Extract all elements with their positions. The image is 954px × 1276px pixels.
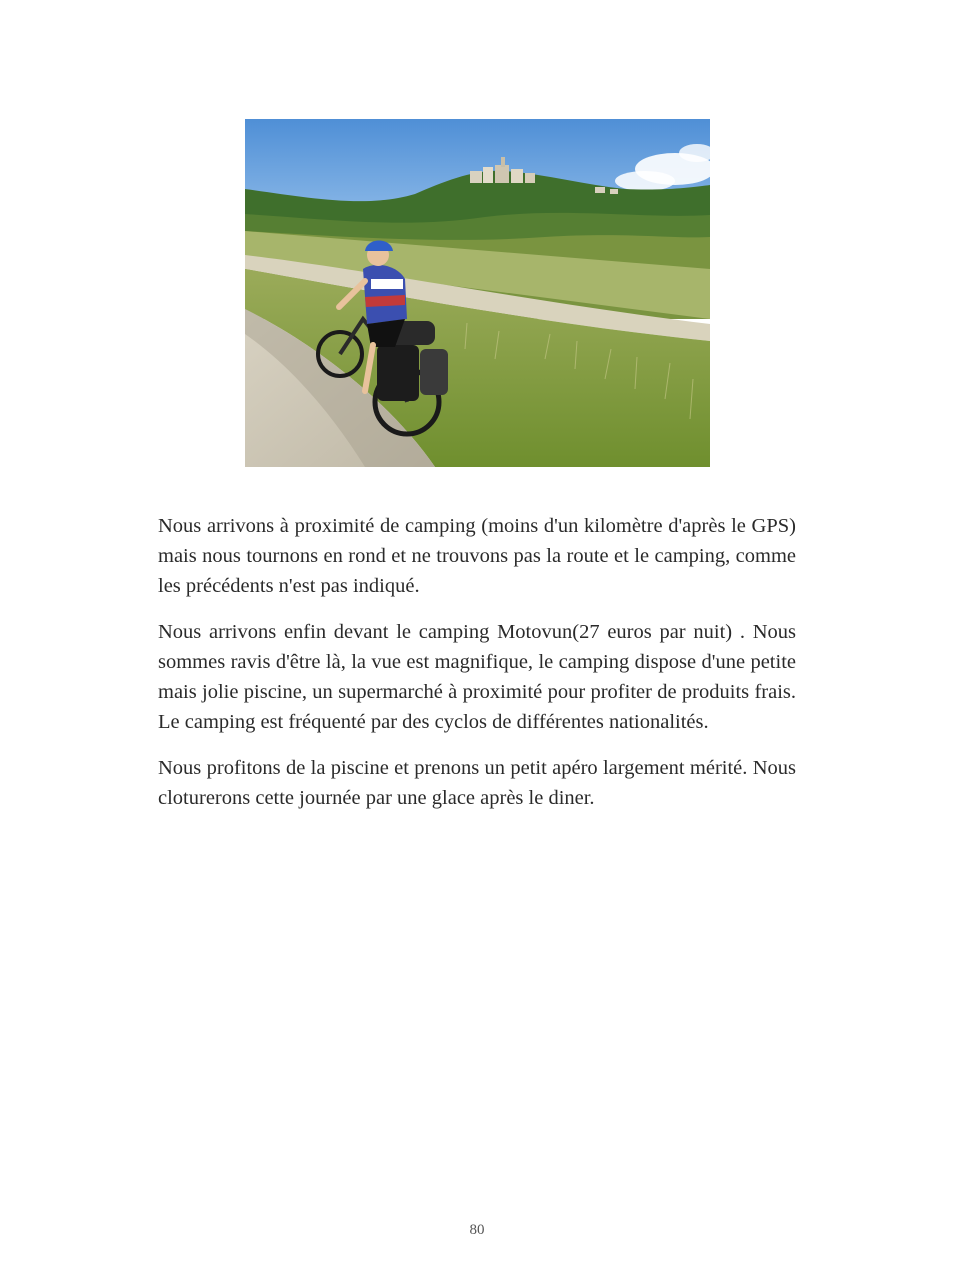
paragraph: Nous profitons de la piscine et prenons un petit apéro largement mérité. Nous cloturerons cette journée par une glace après le diner. bbox=[158, 757, 796, 809]
body-text bbox=[158, 511, 796, 829]
paragraph: Nous arrivons à proximité de camping (moins d'un kilomètre d'après le GPS) mais nous tournons en rond et ne trouvons pas la route et le camping, comme les précédents n'est pas indiqué. bbox=[158, 515, 796, 597]
cyclist-photo bbox=[245, 119, 710, 467]
paragraph: Nous arrivons enfin devant le camping Motovun(27 euros par nuit) . Nous sommes ravis d'être là, la vue est magnifique, le camping dispose d'une petite mais jolie piscine, un supermarché à proximité pour profiter de produits frais. Le camping est fréquenté par des cyclos de différentes nationalités. bbox=[158, 621, 796, 733]
page-number: 80 bbox=[469, 1222, 485, 1238]
